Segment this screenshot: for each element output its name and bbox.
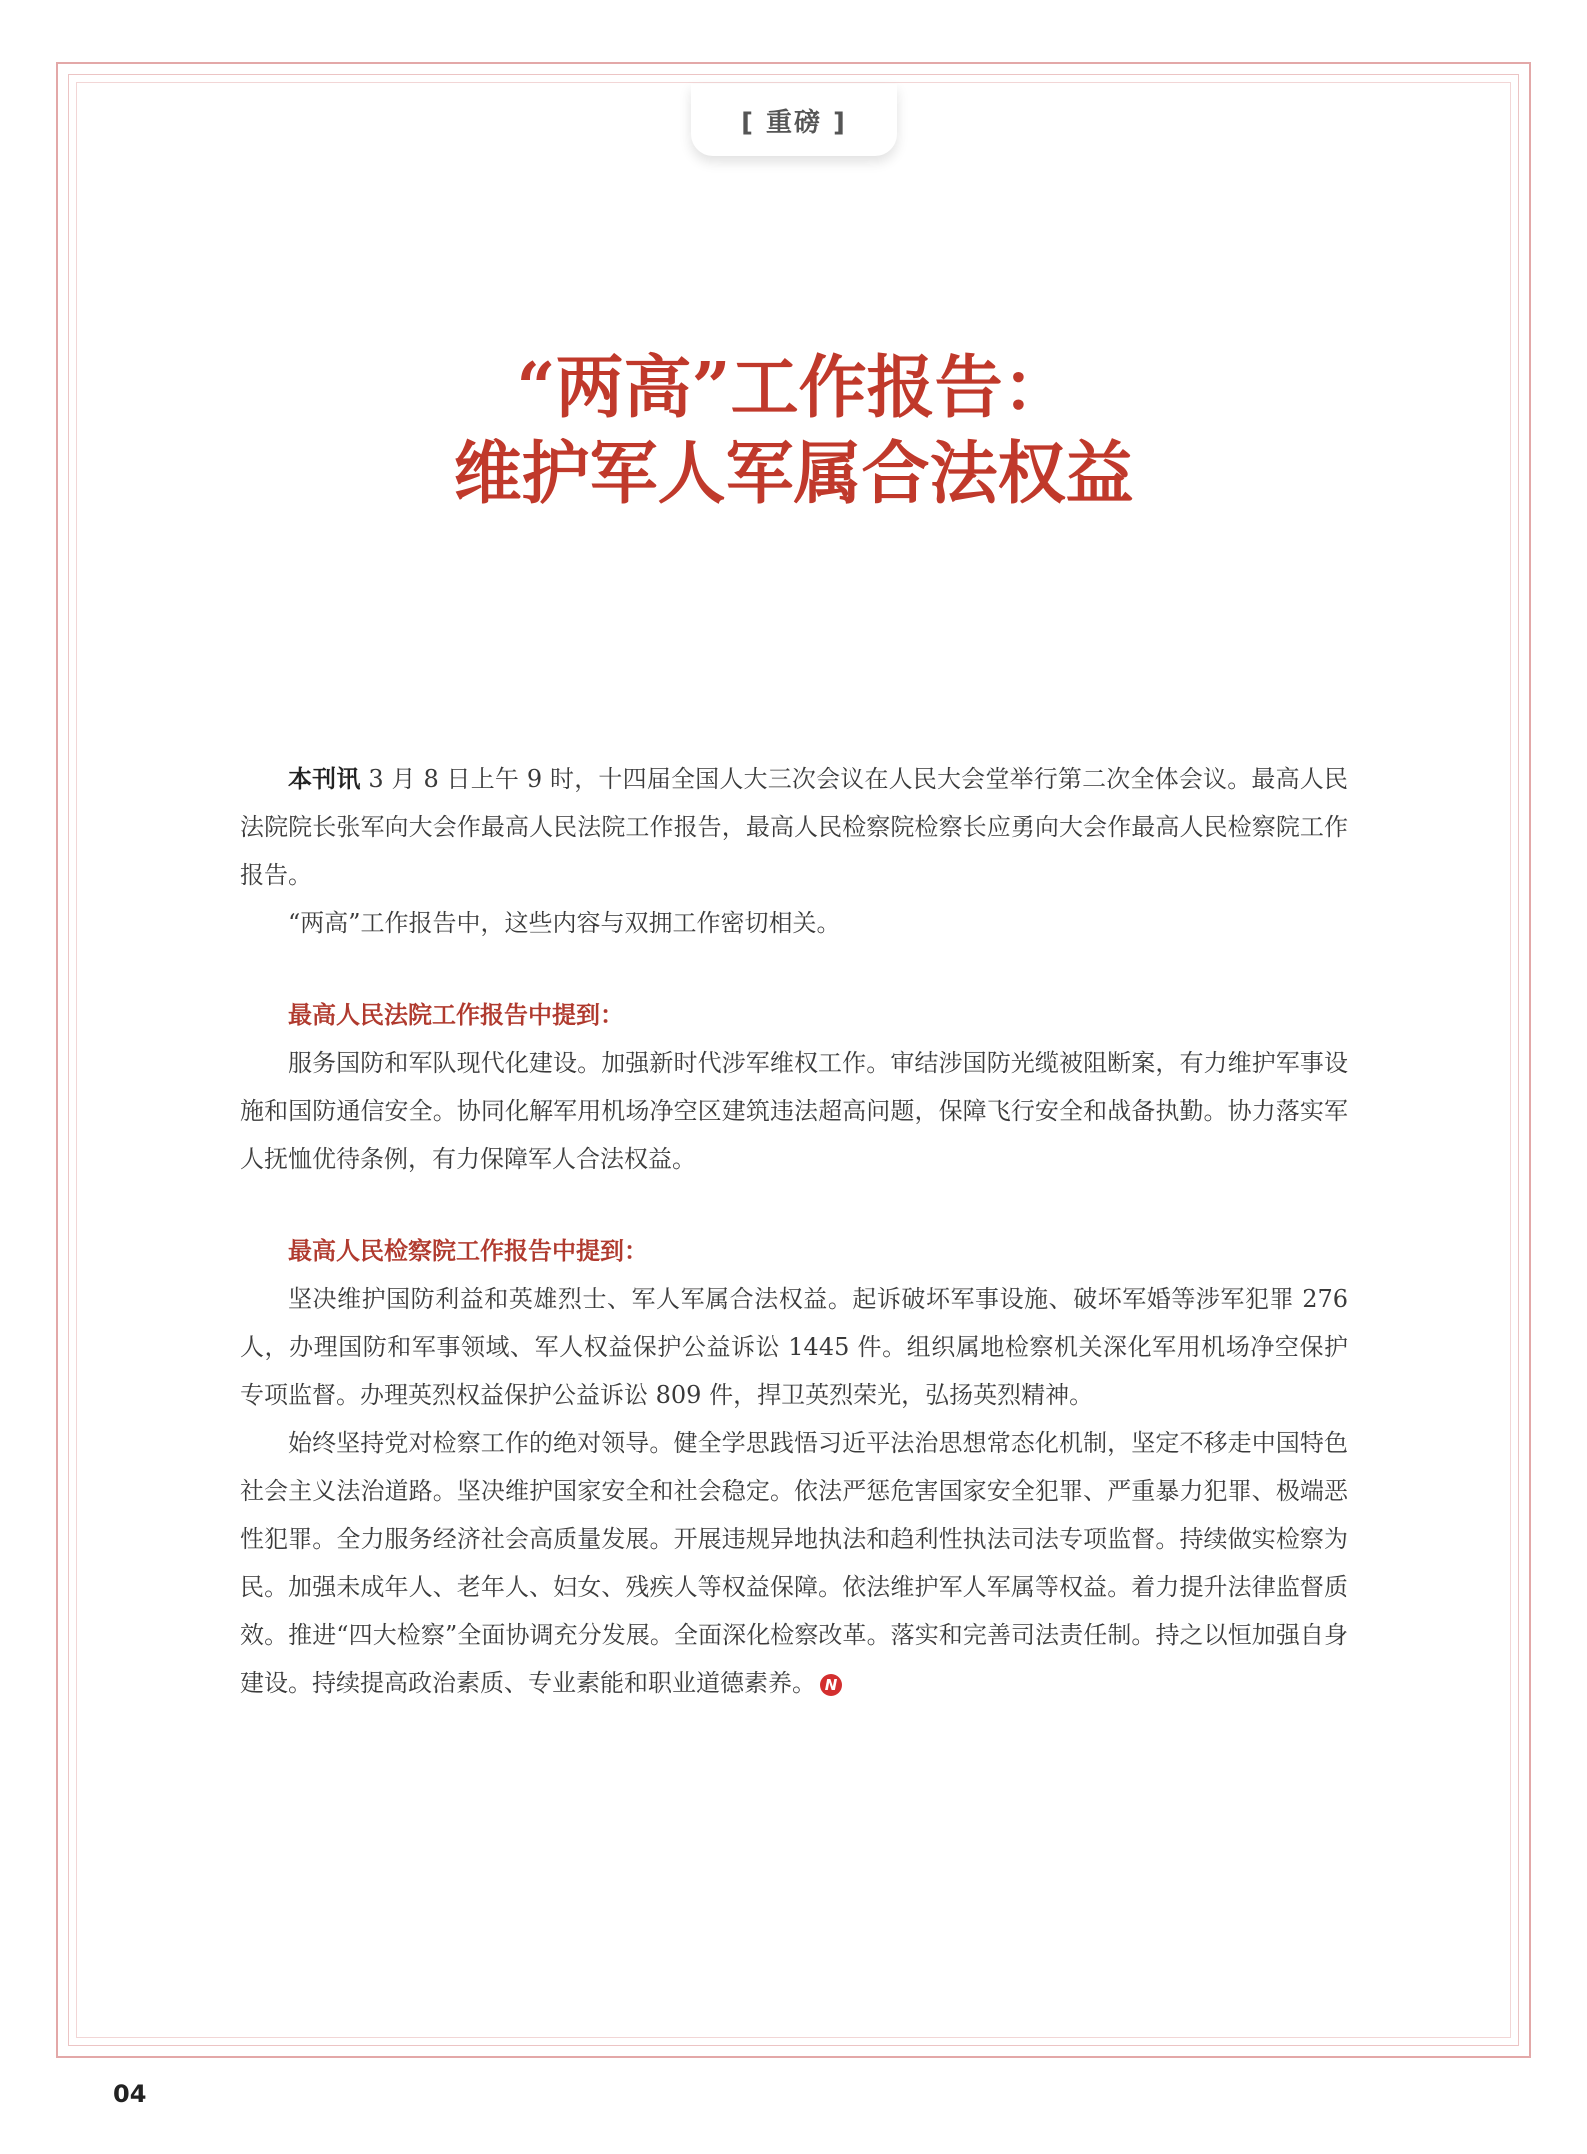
court-report-heading: 最高人民法院工作报告中提到： [288,1000,624,1029]
lead-label: 本刊讯 [288,765,361,793]
procuratorate-report-heading: 最高人民检察院工作报告中提到： [288,1236,648,1265]
section-tag [691,84,897,156]
procuratorate-paragraph-2 [240,1419,1348,1707]
intro-paragraph: “两高”工作报告中，这些内容与双拥工作密切相关。 [288,909,841,937]
article-title-line-2: 维护军人军属合法权益 [453,434,1134,514]
procuratorate-paragraph-2-text: 始终坚持党对检察工作的绝对领导。健全学思践悟习近平法治思想常态化机制，坚定不移走中国特色社会主义法治道路。坚决维护国家安全和社会稳定。依法严惩危害国家安全犯罪、严重暴力犯罪、极端恶性犯罪。全力服务经济社会高质量发展。开展违规异地执法和趋利性执法司法专项监督。持续做实检察为民。加强未成年人、老年人、妇女、残疾人等权益保障。依法维护军人军属等权益。着力提升法律监督质效。推进“四大检察”全面协调充分发展。全面深化检察改革。落实和完善司法责任制。持之以恒加强自身建设。持续提高政治素质、专业素能和职业道德素养。 [240,1429,1348,1697]
article-title-line-1: “两高”工作报告： [516,348,1071,428]
article-body [240,755,1348,1707]
procuratorate-paragraph-1: 坚决维护国防利益和英雄烈士、军人军属合法权益。起诉破坏军事设施、破坏军婚等涉军犯罪 276 人，办理国防和军事领域、军人权益保护公益诉讼 1445 件。组织属地检察机关深化军用机场净空保护专项监督。办理英烈权益保护公益诉讼 809 件，捍卫英烈荣光，弘扬英烈精神。 [240,1285,1348,1409]
lead-text: 3 月 8 日上午 9 时，十四届全国人大三次会议在人民大会堂举行第二次全体会议。最高人民法院院长张军向大会作最高人民法院工作报告，最高人民检察院检察长应勇向大会作最高人民检察院工作报告。 [240,765,1348,889]
court-report-paragraph: 服务国防和军队现代化建设。加强新时代涉军维权工作。审结涉国防光缆被阻断案，有力维护军事设施和国防通信安全。协同化解军用机场净空区建筑违法超高问题，保障飞行安全和战备执勤。协力落实军人抚恤优待条例，有力保障军人合法权益。 [240,1049,1348,1173]
page-number: 04 [113,2080,147,2108]
lead-paragraph [240,755,1348,899]
article-title [0,345,1587,517]
section-tag-label: [ 重磅 ] [741,107,847,138]
end-mark-icon: N [820,1674,842,1696]
